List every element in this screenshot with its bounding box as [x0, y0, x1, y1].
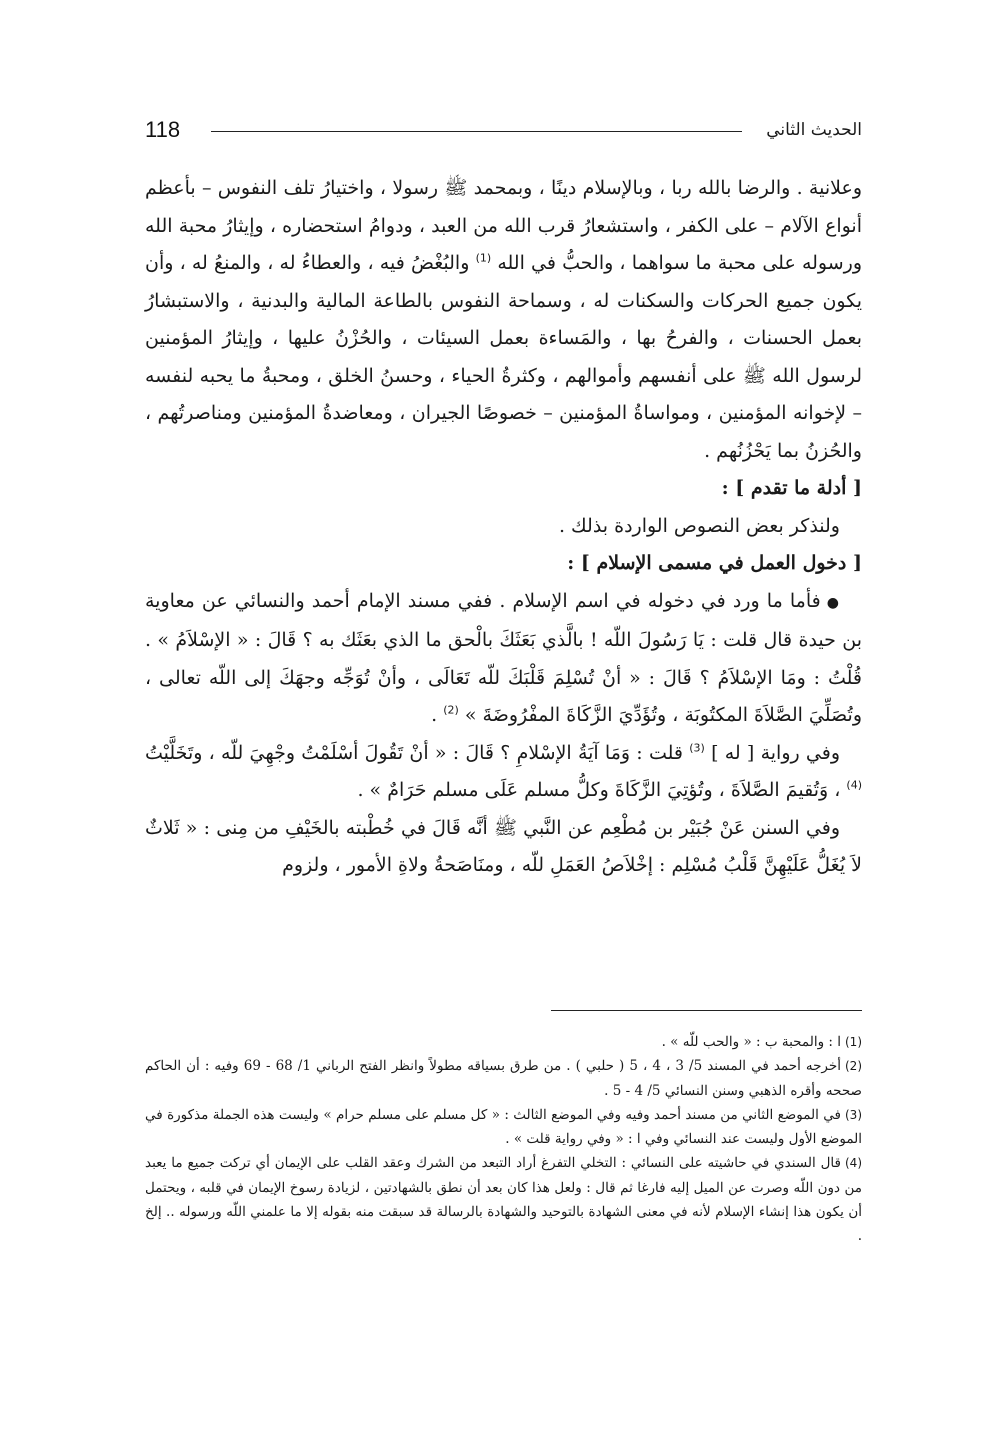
footnote-text: ا : والمحبة ب : « والحب للّه » . [661, 1034, 841, 1050]
paragraph-4-middle: قلت : وَمَا آيَةُ الإسْلامِ ؟ قَالَ : « أنْ تَقُولَ أسْلَمْتُ وجْهِيَ للّه ، وتَخَلَّيْتُ [145, 741, 683, 764]
footnote-ref-2: (2) [443, 703, 459, 717]
section-heading-evidence: [ أدلة ما تقدم ] : [721, 477, 862, 499]
footnote-rule [551, 1010, 862, 1011]
footnote-2 [145, 1054, 862, 1103]
page-number: 118 [145, 117, 181, 142]
bullet-icon: ● [826, 594, 840, 611]
footnote-number: (4) [844, 1156, 862, 1171]
footnote-text: في الموضع الثاني من مسند أحمد وفيه وفي الموضع الثالث : « كل مسلم على مسلم حرام » وليست هذه الجملة مذكورة في الموضع الأول وليست عند النسائي وفي ا : « وفي رواية قلت » . [145, 1106, 862, 1148]
footnote-number: (2) [844, 1059, 862, 1074]
paragraph-5: وفي السنن عَنْ جُبَيْر بن مُطْعِم عن النَّبي ﷺ أنَّه قَالَ في خُطْبته بالخَيْفِ من مِنى : « ثَلاثٌ لاَ يُغَلُّ عَلَيْهِنَّ قَلْبُ مُسْلِم : إخْلاَصُ العَمَلِ للّه ، ومنَاصَحةُ ولاةِ الأمور ، ولزوم [145, 816, 862, 876]
footnote-ref-3: (3) [689, 741, 705, 755]
footnote-text: أخرجه أحمد في المسند 5/ 3 ، 4 ، 5 ( حلبي ) . من طرق بسياقه مطولاً وانظر الفتح الرباني 1/ 68 - 69 وفيه : أن الحاكم صححه وأقره الذهبي وسنن النسائي 5/ 4 - 5 . [145, 1058, 862, 1099]
footnotes [145, 1030, 862, 1249]
footnote-ref-4: (4) [846, 778, 862, 792]
paragraph-4 [145, 735, 862, 810]
paragraph-3-end: . [431, 704, 438, 726]
paragraph-3-text: فأما ما ورد في دخوله في اسم الإسلام . ففي مسند الإمام أحمد والنسائي عن معاوية بن حيدة قال قلت : يَا رَسُولَ اللّه ! بالَّذي بَعَثَكَ بالْحق ما الذي بعَثَك به ؟ قَالَ : « الإسْلاَمُ » . قُلْتُ : ومَا الإسْلاَمُ ؟ قَالَ : « أنْ تُسْلِمَ قَلْبَكَ للّه تَعَالَى ، وأنْ تُوَجِّه وجهَكَ إلى اللّه تعالى ، وتُصَلِّيَ الصَّلاَةَ المكتُوبَة ، وتُؤَدِّيَ الزَّكَاةَ المفْرُوضَةَ » [145, 589, 862, 726]
paragraph-1-continued: والبُغْضُ فيه ، والعطاءُ له ، والمنعُ له ، وأن يكون جميع الحركات والسكنات له ، وسماحة النفوس بالطاعة المالية والبدنية ، والاستبشارُ بعمل الحسنات ، والفرحُ بها ، والمَساءة بعمل السيئات ، والحُزْنُ عليها ، وإيثارُ المؤمنين لرسول الله ﷺ على أنفسهم وأموالهم ، وكثرةُ الحياء ، وحسنُ الخلق ، ومحبةُ ما يحبه لنفسه – لإخوانه المؤمنين ، ومواساةُ المؤمنين – خصوصًا الجيران ، ومعاضدةُ المؤمنين ومناصرتُهم ، والحُزنُ بما يَحْزُنُهم . [145, 252, 862, 462]
footnote-number: (1) [844, 1035, 862, 1049]
footnote-4 [145, 1151, 862, 1248]
footnote-text: قال السندي في حاشيته على النسائي : التخلي التفرغ أراد التبعد من الشرك وعقد القلب على الإيمان أي تركت جميع ما يعبد من دون اللّه وصرت عن الميل إليه فارغا ثم قال : ولعل هذا كان بعد أن نطق بالشهادتين ، لزيادة رسوخ الإيمان في قلبه ، ويحتمل أن يكون هذا إنشاء الإسلام لأنه في معنى الشهادة بالتوحيد والشهادة بالرسالة قد سبقت منه بقوله إلا ما علمني اللّه ورسوله .. إلخ . [145, 1155, 862, 1245]
paragraph-4-start: وفي رواية [ له ] [711, 741, 840, 764]
paragraph-2: ولنذكر بعض النصوص الواردة بذلك . [558, 514, 840, 537]
running-header [145, 116, 862, 150]
main-text [145, 170, 862, 885]
paragraph-1 [145, 170, 862, 470]
footnote-number: (3) [844, 1107, 862, 1122]
section-heading-islam: [ دخول العمل في مسمى الإسلام ] : [567, 552, 862, 574]
paragraph-1-text: وعلانية . والرضا بالله ربا ، وبالإسلام دينًا ، وبمحمد ﷺ رسولا ، واختيارُ تلف النفوس – بأعظم أنواع الآلام – على الكفر ، واستشعارُ قرب الله من العبد ، ودوامُ استحضاره ، وإيثارُ محبة الله ورسوله على محبة ما سواهما ، والحبُّ في الله [145, 177, 863, 274]
footnote-ref-1: (1) [475, 251, 492, 265]
footnote-1 [145, 1030, 862, 1054]
footnote-3 [145, 1103, 862, 1152]
paragraph-3 [145, 583, 862, 735]
header-rule [211, 131, 742, 132]
chapter-title: الحديث الثاني [766, 120, 862, 140]
paragraph-4-end: ، وَتُقيمَ الصَّلاَةَ ، وتُؤتِيَ الزَّكَاةَ وكلُّ مسلم عَلَى مسلم حَرَامٌ » . [357, 779, 841, 801]
